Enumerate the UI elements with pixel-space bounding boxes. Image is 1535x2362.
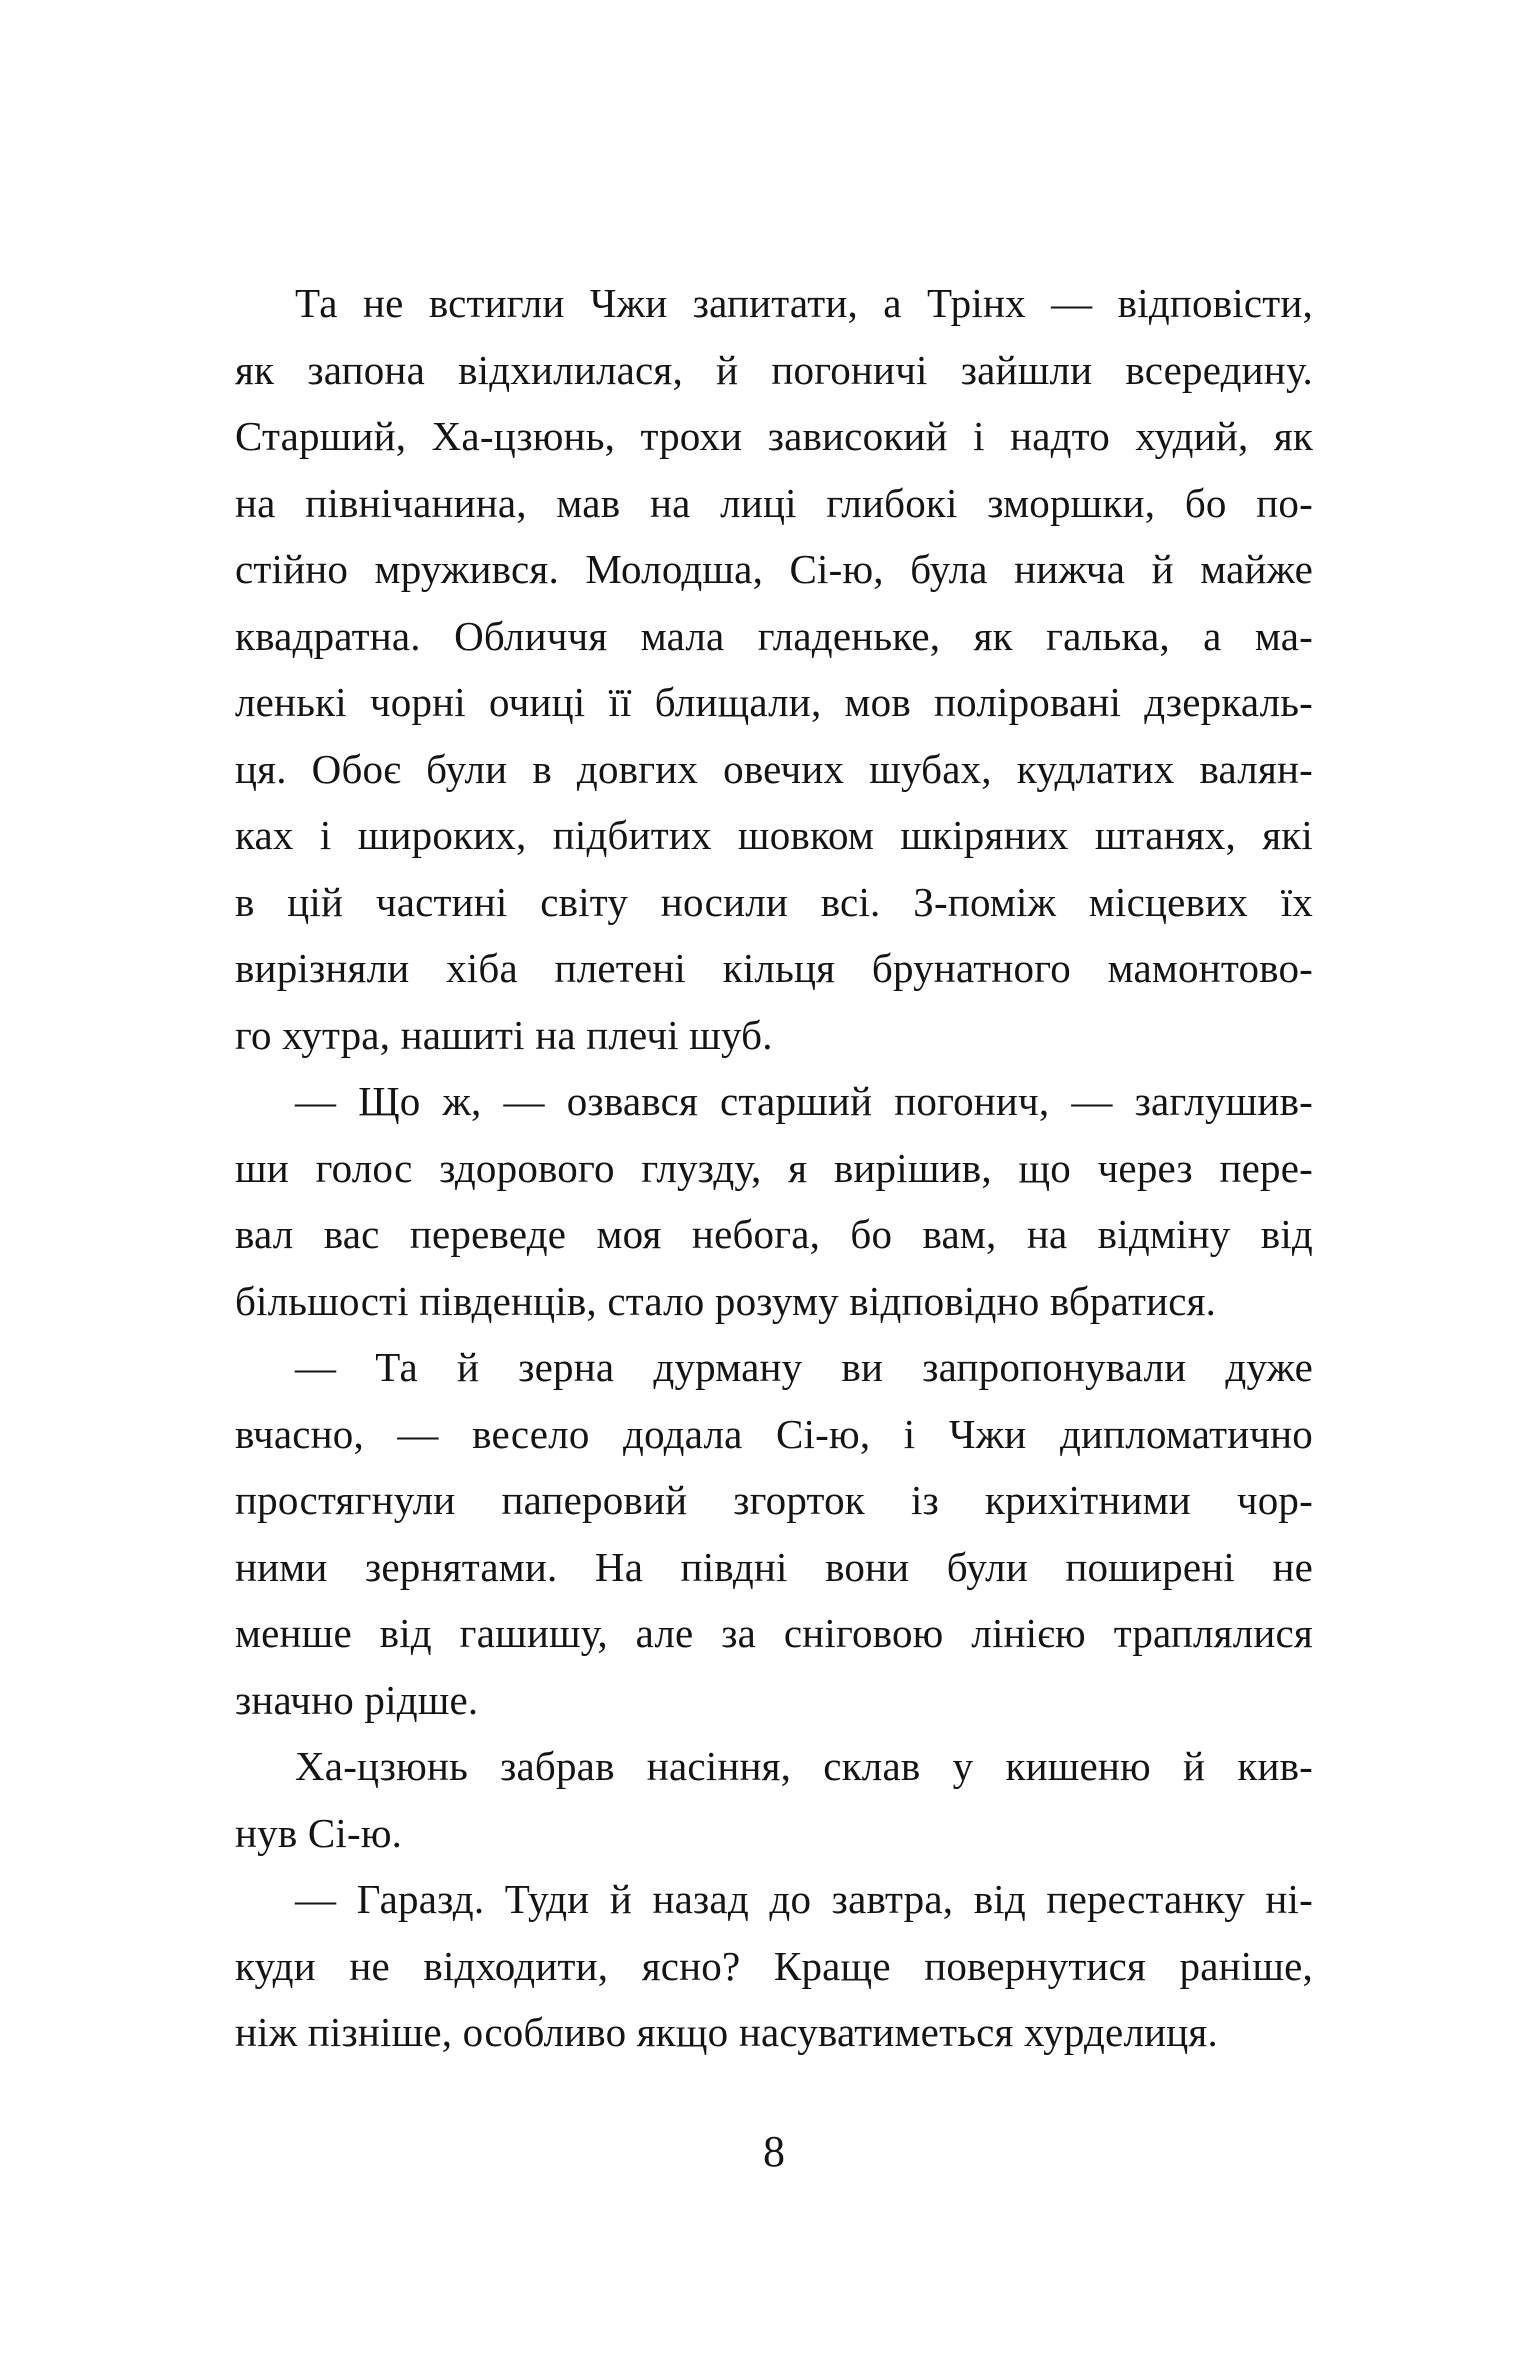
text-line: вирізняли хіба плетені кільця брунатного мамонтово- [235,945,1313,991]
text-line: — Та й зерна дурману ви запропонували дуже [295,1344,1313,1390]
text-line: простягнули паперовий згорток із крихітними чор- [235,1477,1313,1523]
text-line: менше від гашишу, але за сніговою лінією траплялися [235,1610,1313,1656]
text-line: нув Сі-ю. [235,1809,403,1856]
text-line: ними зернятами. На півдні вони були поширені не [235,1543,1313,1590]
text-line: в цій частині світу носили всі. З-поміж місцевих їх [235,878,1313,925]
text-line: вчасно, — весело додала Сі-ю, і Чжи дипломатично [235,1410,1313,1457]
text-line: Та не встигли Чжи запитати, а Трінх — відповісти, [295,280,1313,326]
page-number: 8 [763,2127,785,2176]
text-line: куди не відходити, ясно? Краще повернутися раніше, [235,1942,1313,1989]
text-line: ши голос здорового глузду, я вирішив, що через пере- [235,1144,1313,1191]
text-line: ця. Обоє були в довгих овечих шубах, кудлатих валян- [235,745,1313,792]
text-line: вал вас переведе моя небога, бо вам, на відміну від [235,1211,1313,1257]
text-line: більшості південців, стало розуму відповідно вбратися. [235,1277,1217,1324]
text-line: квадратна. Обличчя мала гладеньке, як галька, а ма- [235,612,1313,659]
text-line: Старший, Ха-цзюнь, трохи зависокий і надто худий, як [235,413,1313,459]
text-line: ках і широких, підбитих шовком шкіряних штанях, які [235,812,1313,858]
text-line: го хутра, нашиті на плечі шуб. [235,1011,773,1058]
text-line: — Гаразд. Туди й назад до завтра, від перестанку ні- [295,1876,1313,1922]
page-text [235,270,1313,2066]
text-line: ленькі чорні очиці її блищали, мов поліровані дзеркаль- [235,679,1313,725]
text-line: стійно мружився. Молодша, Сі-ю, була нижча й майже [235,546,1313,592]
text-line: ніж пізніше, особливо якщо насуватиметься хурделиця. [235,2009,1218,2055]
text-line: Ха-цзюнь забрав насіння, склав у кишеню й кив- [295,1743,1313,1789]
text-line: — Що ж, — озвався старший погонич, — заглушив- [295,1078,1313,1124]
text-line: на північанина, мав на лиці глибокі зморшки, бо по- [235,479,1313,526]
text-line: значно рідше. [235,1676,479,1723]
text-line: як запона відхилилася, й погоничі зайшли всередину. [235,346,1313,393]
